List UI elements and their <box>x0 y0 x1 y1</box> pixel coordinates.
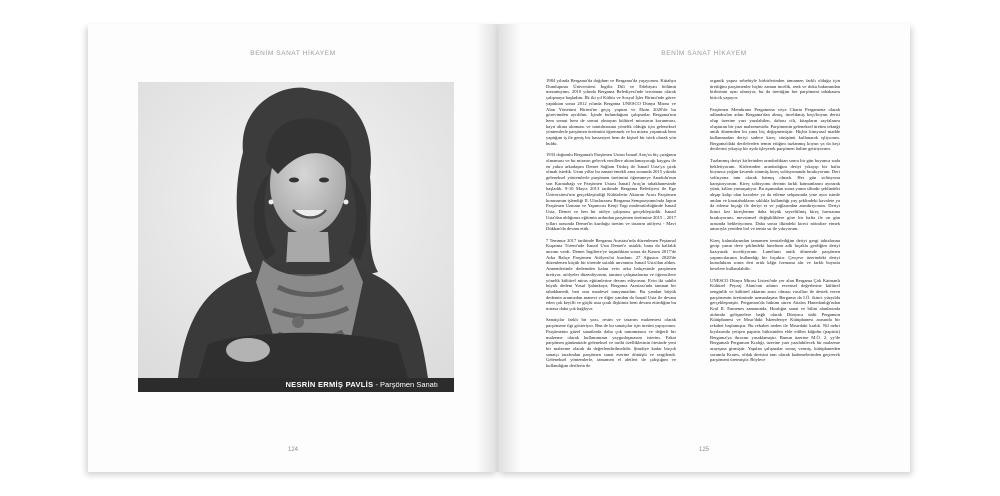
left-page <box>88 24 498 472</box>
paragraph: Parşömen Membrana Pergamena veya Charta Pergamena olarak adlandırılan adını Bergama'dan almış, incelikmiş keçi/koyun derisi olup üzerine yazı yazılabilen, dahası cilt, kitapların sayfalarını oluşturan bir yazı malzemesidir. Parşömenin geleneksel üretim tekniği antik dönemden bu yana hiç değişmemiştir. Hiçbir kimyasal madde kullanmadan deriyi sadece kireç sürüşünü kullanarak işliyorum. Bergama'daki derilelerden temin ettiğim tuzlanmış koyun ya da keçi derilerini yıkayıp bir ayda işleyerek parşömen haline getiriyorum. <box>710 106 840 152</box>
caption-name: NESRİN ERMİŞ PAVLİS <box>285 380 374 389</box>
running-title-right: BENİM SANAT HİKAYEM <box>661 50 747 57</box>
paragraph: 7 Temmuz 2017 tarihinde Bergama Arastası'nda düzenlenen Peştamal Kuşatma Töreni'nde İsmail Usta Demet'e ustalık, bana da kalfalık unvanı verdi. Demet İngiltere'ye taşındıktan sonra da Kasım 2017'de Arka Bahçe Parşömen Atölyesi'ni kurdum. 27 Ağustos 2020'de düzenlenen küçük bir törende ustalık unvanımı İsmail Usta'dan aldım. Annemlerimle dedemden kalan evin arka bahçesinde parşömen üretiyor, atölyeler düzenliyorum, tanıtım çalışmalarına ve öğrencilere yönelik kültürel miras eğitimlerine devam ediyorum. Evin iki sahibi büyük dedem Yusuf Şahinkaya, Bergama Arastası'nda tanınan bir tabakhanedi, ben onu maalesef tanıyamadım. Bu yandan büyük dedemin aramızdan manevi ve diğer yandan da İsmail Usta ile devam eden çok keyifli ve güçlü usta çırak ilişkimiz beni devam ettirdiğim bu mirasa daha çok bağlıyor. <box>546 237 676 312</box>
paragraph: Tuzlanmış deriyi kirlerinden arındırdıktan sonra bir gün boyunca suda bekletiyorum. Kirlerinden arındırdığım deriyi yıkayıp bir hafta boyunca yoğun kıvamlı sönmüş kireç solüsyonunda bırakıyorum. Deri solüsyona tam olarak batmış olmalı. Her gün solüsyonu karıştırıyorum. Kireç solüsyonu derinin farklı katmanlarını ayırarak yünü, kılları yumuşatıyor. Bu aşamadan sonra yanın silindir şeklindeki ahşap kalıp olan kavalete ya da etleme sehpasında yine ayın isimle anılan ve karatabakların sıklıkla kullandığı yay şeklindeki kavalete ya da etleme bıçağı ile deriyi et ve yağlarından arındırıyorum. Deriyi ikinci kez kireçlenme daha büyük seyreltilmiş kireç havuzuna bırakıyorum, mevsimsel değişikliklere göre bir hafta ile on gün arasında bekletiyorum. Daha sonra ilkindeki kireci nötralize etmek amacıyla yeniden bol ve temiz su ile yıkıyorum. <box>710 157 840 232</box>
page-number-right: 125 <box>698 447 709 453</box>
photo-caption <box>138 378 454 392</box>
portrait-photo <box>138 82 454 378</box>
caption-separator: - <box>373 380 381 389</box>
paragraph: 1984 yılında Bergama'da doğdum ve Bergama'da yaşıyorum. Kütahya Dumlupınar Üniversitesi İngiliz Dili ve Edebiyatı bölümü mezunuyum. 2010 yılında Bergama Belediyesi'nde tercüman olarak çalışmaya başladım. İlk iki yıl Kültür ve Sosyal İşler Birimi'nde görev yaptıktan sonra 2012 yılında Bergama UNESCO Dünya Mirası ve Alan Yönetimi Birimi'ne geçiş yaptım ve Ekim 2020'de bu görevimden ayrıldım. İçinde bulunduğum çalışmalar Bergama'nın hem somut hem de somut olmayan kültürel mirasının korunması, kayıt altına alınması ve tanıtılmasına yönelik olduğu için geleneksel yöntemlerle parşömen üretimini öğrenmek ve bu mirası yaşatmak hem yaptığım iş ile geniş bir hassasiyet hem de kişisel bir istek olarak yön buldu. <box>546 78 676 146</box>
gutter-shadow <box>476 24 498 472</box>
paragraph: 1933 doğumlu Bergamalı Parşömen Ustası İsmail Araç'ın hiç çırağının olmaması ve bu mirasın gelecek nesillere aktarılamayacağı kaygısı ile en yakın arkadaşım Demet Sağlam Türkiş ile İsmail Usta'ya çırak olmak istedik. Uzun yıllar bu zanaat emekli ama sonunda 2015 yılında geleneksel yöntemlerle parşömen üretimini öğrenmeye Anadolu'nun son Karatabağı ve Parşömen Ustası İsmail Araç'ın tabakhanesinde başladık. 9-10 Mayıs 2013 tarihinde Bergama Belediyesi ile Ege Üniversitesi'nin gerçekleştirdiği Kültürlerin Aktarım Aracı Parşömen konusunun işlendiği II. Uluslararası Bergama Sempozyumu'nda Japon Parşömen Uzmanı ve Yapımcısı Kenji Yagi moderatörlüğünde İsmail Usta, Demet ve ben bir atölye çalışması gerçekleştirdik. İsmail Usta'dan aldığımız eğitimin ardından parşömen üretimine 2015 – 2017 yılları arasında Demet'in kurduğu üretim ve tasarım atölyesi - Mavi Dükkan'da devam ettik. <box>546 152 676 232</box>
paragraph: UNESCO Dünya Mirası Listesi'nde yer alan Bergama Çok Katmanlı Kültürel Peyzaj Alanı'nın adının evrensel değerlerine kültürel zenginlik ve kültürel aktarım aracı olması vasıfları ile destek veren parşömenin üretiminde uzmanlaşma Bergama da I.Ö. ikinci yüzyılda gerçekleşmiştir. Pergamon'da hüküm süren Attalos Hanedanlığı'ndan Kral II. Eumenes zamanında, Hıralığın sanat ve bilim alanlarında atılımda gelişmelere bağlı olarak Dünyaca ünlü Pergamon Kütüphanesi ve Mısır'daki İskenderiye Kütüphanesi arasında bir rekabet başlamıştır. Bu rekabet neden ile Mısırdaki kralık. Nil nehri kıyılarında yetişen papirüs bitkisinden elde edilen kâğıdın (papirüs) Bergama'ya ihracını yasaklamıştır. Bunun üzerine M.Ö. 2. yy'de Bergamalı Pergamon Kralığı, üzerine yazı yazılabilecek bir malzeme arayışına girmiştir. Yapılan çalışmalar sonuç vermiş, kütüphaneden sorumlu Krates, ofdak derisini tam olarak kademelerinden geçirerek parşömeni üretmiştir. Böylece <box>710 277 840 363</box>
book-spread <box>88 24 910 472</box>
paragraph: Kireç kalıntılarından tamamen temizlediğim deriyi gergi tahtalarına gerip yanın deve şeklindeki lunelium adlı bıçakla gerdiğim deriyi kazıyarak inceltiyorum. Lunelium antik dönemde parşömen yapımcılarının kullandığı bir bıçaktır. Çerçeve üzerindeki deriyi kuruduktan sonra deri artık kâğıt formunu alır ve farklı boyutta keselere kullanılabilir. <box>710 237 840 272</box>
right-page <box>498 24 910 472</box>
page-number-left: 124 <box>287 447 298 453</box>
paragraph: organik yapısı sebebiyle birbirlerinden tamamen farklı olduğu için ürettiğim parşömenler hiçbir zaman incelik, renk ve doku bakımından birbirinin aynı olmuyor, bu da ürettiğim her parşömeni tabakasını biricik yapıyor. <box>710 78 840 101</box>
paragraph: Sanatçılar farklı bir yazı, resim ve tasarım malzemesi olarak parşömene ilgi gösteriyor. Ben de bu sanatçılar için üretim yapıyorum. Parşömenin güzel sanatlarda daha çok tanınmasını ve değerli bir malzeme olarak kullanımının yaygınlaşmasını isterim. Fakat parşömen günümüzde geleneksel ve tarihi özelliklerinin ötesinde yeni bir malzeme olarak da değerlendirilmelidir. Şimdiye kadar birçok sanatçı tarafından parşömen sanat eserine dönüştü ve sergilendi. Geleneksel yöntemlerle, tamamen el aletleri ile çalıştığım ve kullandığım derilerin de <box>546 317 676 369</box>
running-title-left: BENİM SANAT HİKAYEM <box>250 50 336 57</box>
text-column-1 <box>546 78 676 375</box>
portrait-illustration <box>138 82 454 378</box>
caption-role: Parşömen Sanatı <box>380 380 438 389</box>
text-column-2 <box>710 78 840 369</box>
gutter-shadow <box>498 24 520 472</box>
